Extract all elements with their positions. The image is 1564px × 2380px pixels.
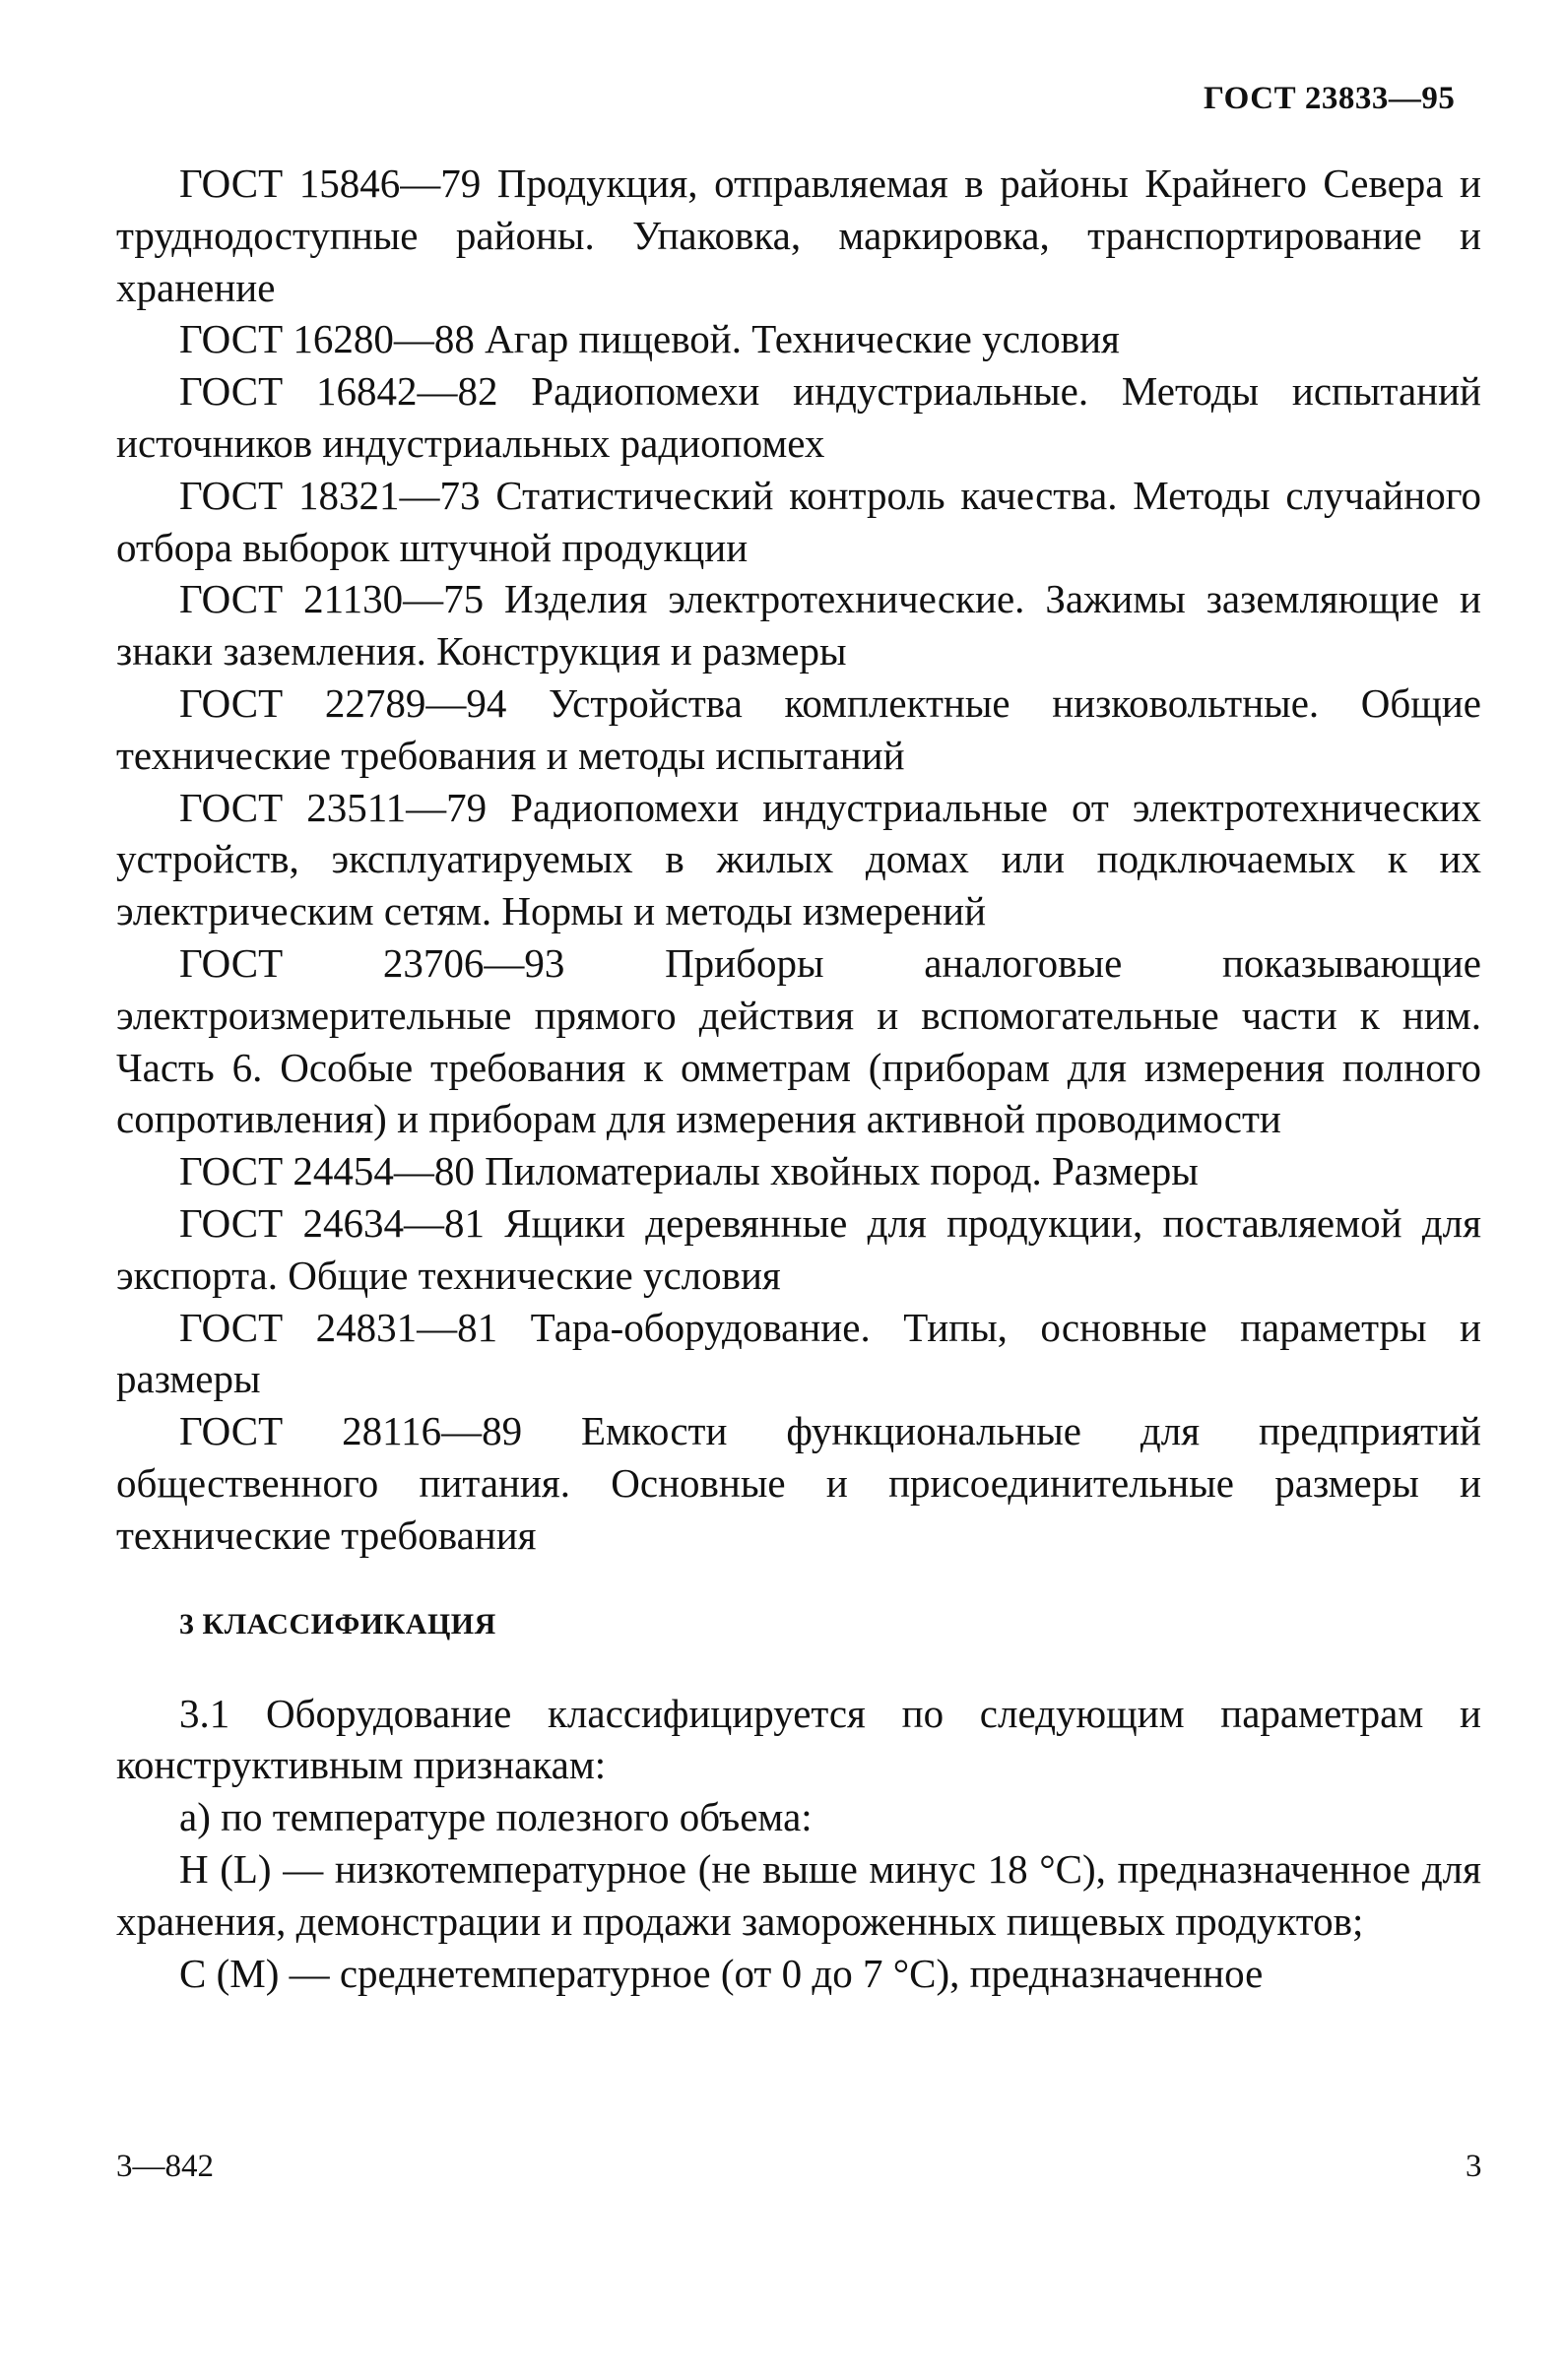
page-header-standard: ГОСТ 23833—95 [1204,81,1456,116]
document-body [116,158,1481,1999]
reference-item: ГОСТ 22789—94 Устройства комплектные низковольтные. Общие технические требования и методы испытаний [116,679,1481,778]
section-paragraph: 3.1 Оборудование классифицируется по следующим параметрам и конструктивным признакам: [116,1690,1481,1788]
reference-item: ГОСТ 24454—80 Пиломатериалы хвойных пород. Размеры [179,1148,1199,1194]
page-number: 3 [1466,2149,1482,2184]
section-paragraph: а) по температуре полезного объема: [179,1794,813,1840]
reference-item: ГОСТ 18321—73 Статистический контроль качества. Методы случайного отбора выборок штучной продукции [116,472,1481,570]
reference-item: ГОСТ 28116—89 Емкости функциональные для предприятий общественного питания. Основные и присоединительные размеры и технические требования [116,1408,1481,1558]
reference-item: ГОСТ 23511—79 Радиопомехи индустриальные от электротехнических устройств, эксплуатируемых в жилых домах или подключаемых к их электрическим сетям. Нормы и методы измерений [116,784,1481,934]
reference-item: ГОСТ 24634—81 Ящики деревянные для продукции, поставляемой для экспорта. Общие технические условия [116,1199,1481,1298]
section-paragraph: С (М) — среднетемпературное (от 0 до 7 °С), предназначенное [179,1950,1264,1996]
reference-item: ГОСТ 15846—79 Продукция, отправляемая в районы Крайнего Севера и труднодоступные районы. Упаковка, маркировка, транспортирование и хранение [116,161,1481,310]
section-paragraph: Н (L) — низкотемпературное (не выше минус 18 °С), предназначенное для хранения, демонстрации и продажи замороженных пищевых продуктов; [116,1845,1481,1944]
reference-item: ГОСТ 16280—88 Агар пищевой. Технические условия [179,316,1120,362]
reference-item: ГОСТ 21130—75 Изделия электротехнические. Зажимы заземляющие и знаки заземления. Конструкция и размеры [116,576,1481,675]
reference-item: ГОСТ 16842—82 Радиопомехи индустриальные. Методы испытаний источников индустриальных радиопомех [116,368,1481,466]
footer-code: 3—842 [116,2149,214,2184]
reference-item: ГОСТ 23706—93 Приборы аналоговые показывающие электроизмерительные прямого действия и вспомогательные части к ним. Часть 6. Особые требования к омметрам (приборам для измерения полного сопротивления) и приборам для измерения активной проводимости [116,939,1481,1142]
reference-item: ГОСТ 24831—81 Тара-оборудование. Типы, основные параметры и размеры [116,1304,1481,1402]
section-title: 3 КЛАССИФИКАЦИЯ [179,1607,496,1640]
